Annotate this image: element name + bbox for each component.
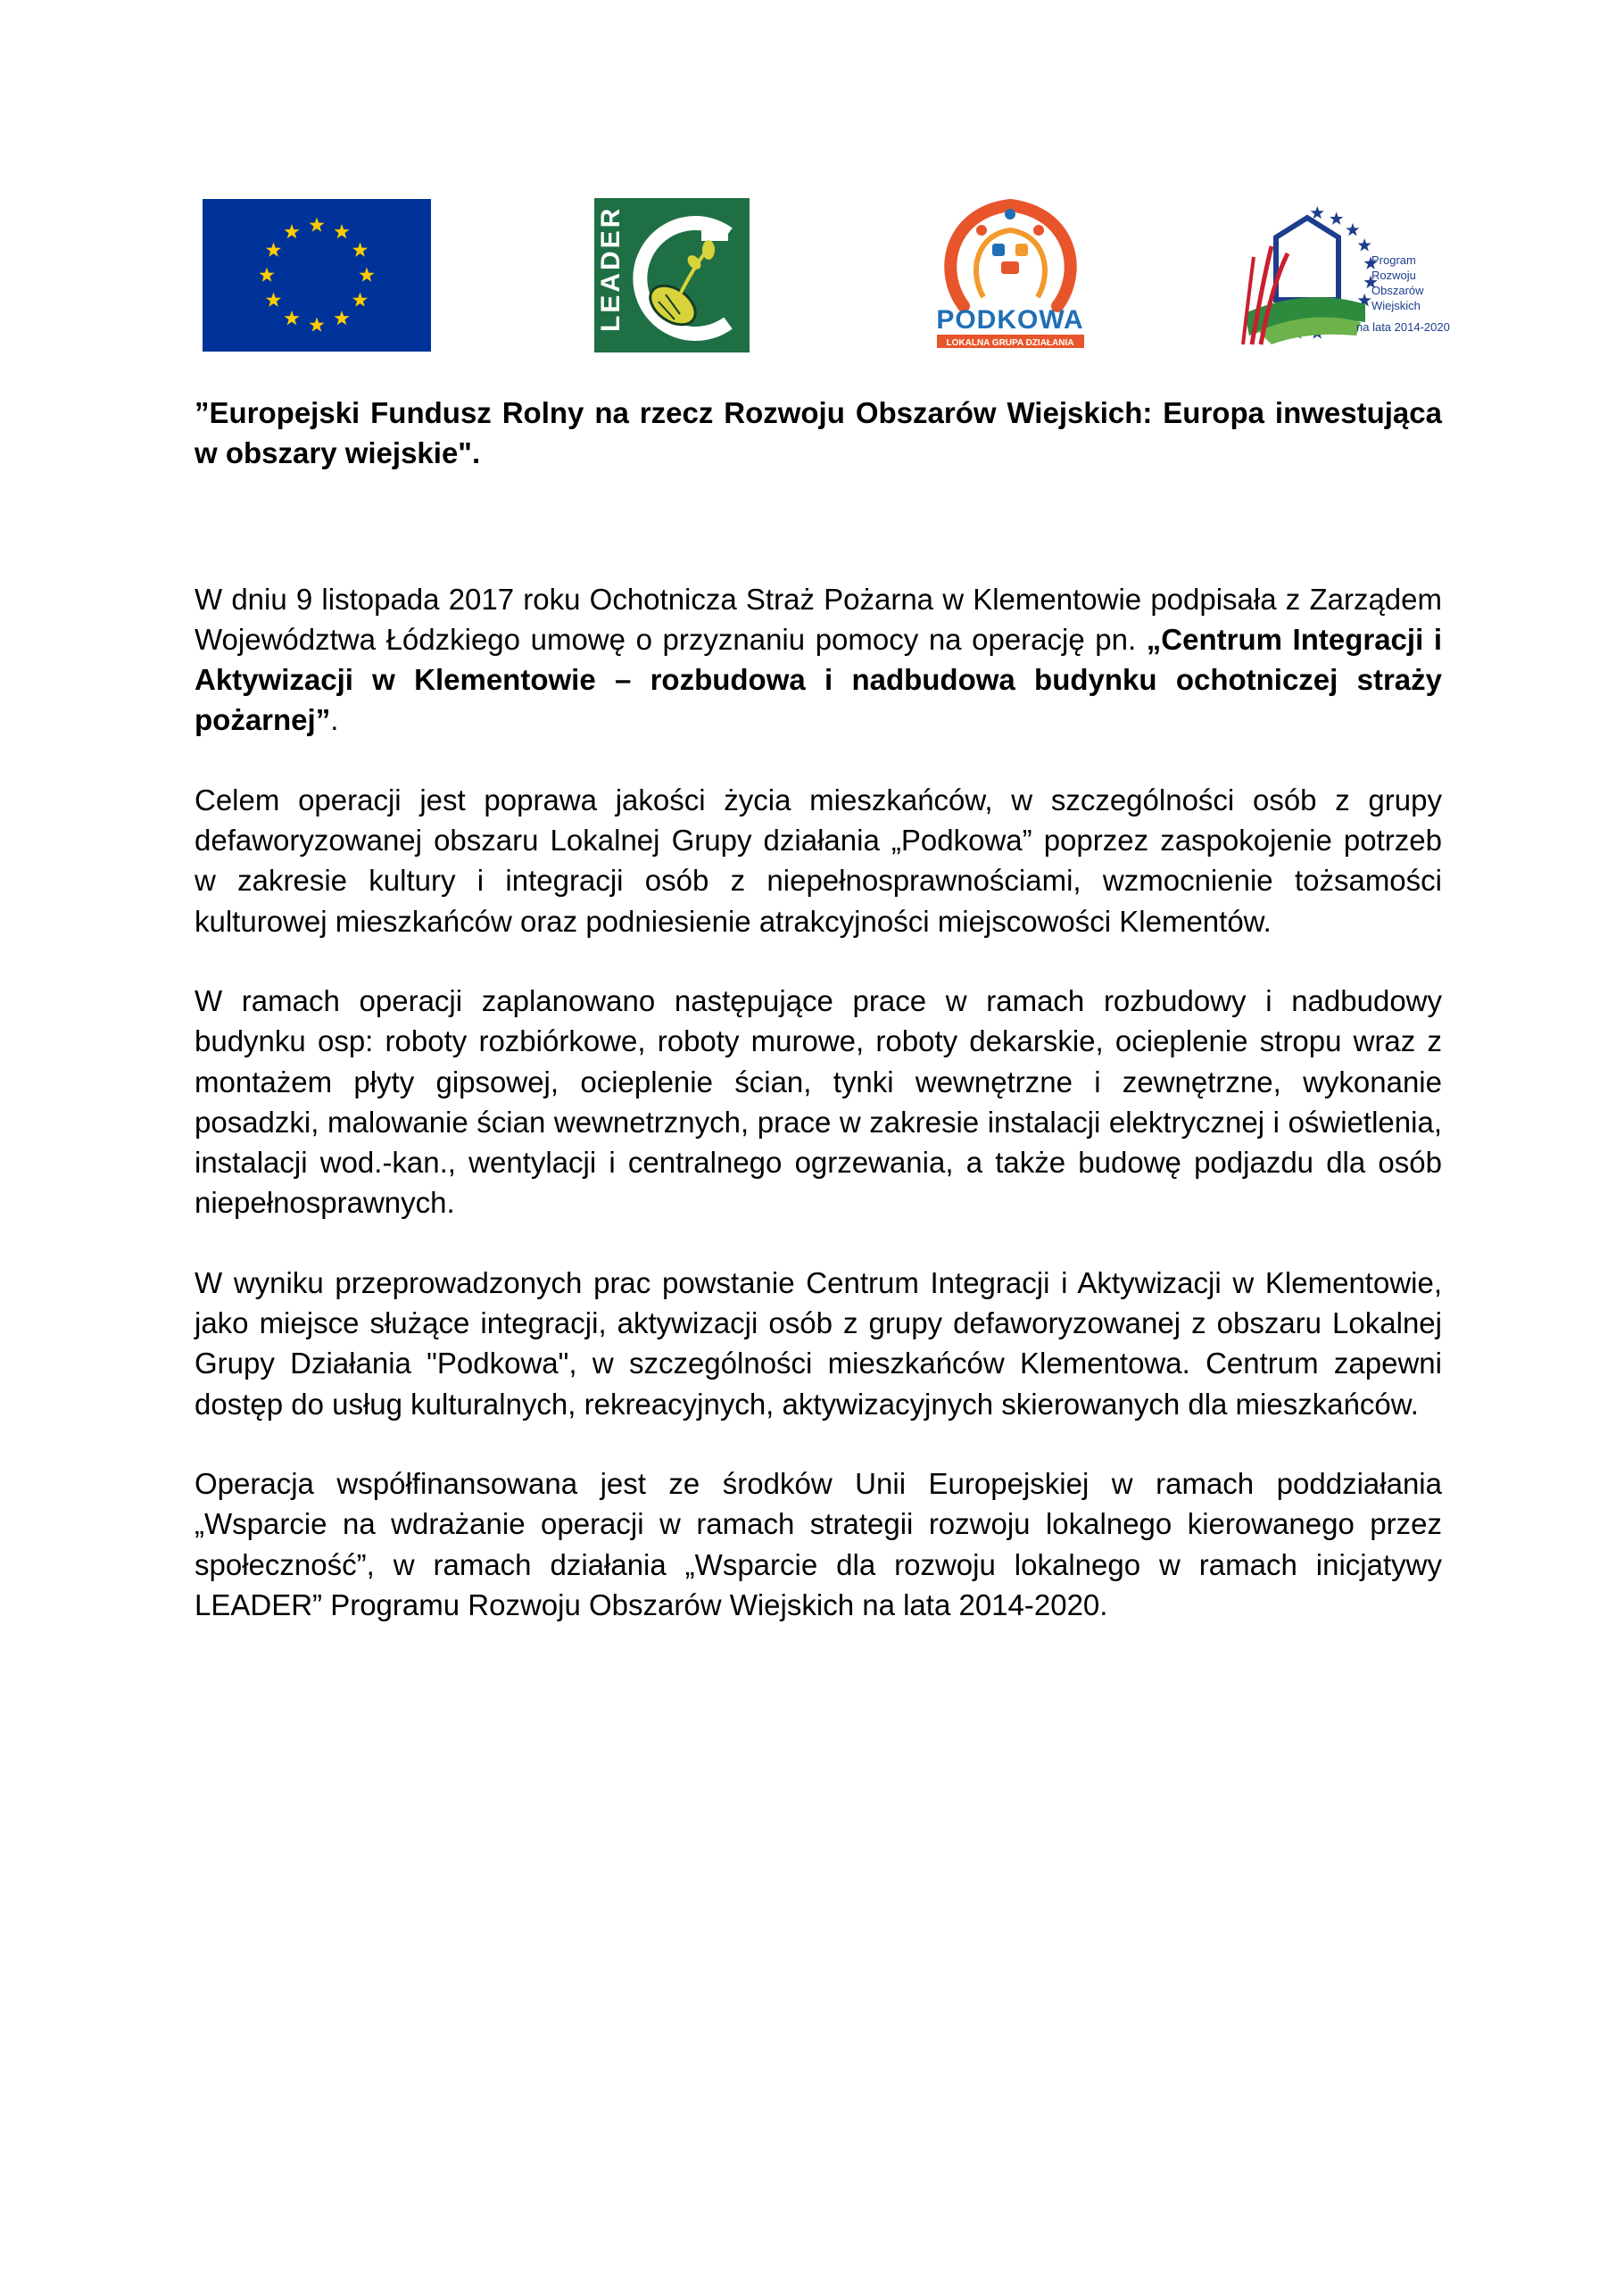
paragraph-agreement-start: W dniu 9 listopada 2017 roku Ochotnicza Straż Pożarna w Klementowie podpisała z Zarządem Województwa Łódzkiego umowę o przyznaniu pomocy na operację pn. — [195, 582, 1442, 656]
paragraph-agreement-end: . — [330, 703, 339, 737]
prow-text-line-3: Obszarów — [1371, 284, 1424, 297]
eu-flag-icon — [203, 199, 431, 352]
paragraph-funding: Operacja współfinansowana jest ze środków Unii Europejskiej w ramach poddziałania „Wsparcie na wdrażanie operacji w ramach strategii rozwoju lokalnego kierowanego przez społeczność”, w ramach działania „Wsparcie dla rozwoju lokalnego w ramach inicjatywy LEADER” Programu Rozwoju Obszarów Wiejskich na lata 2014-2020. — [195, 1466, 1442, 1621]
document-body — [195, 393, 1442, 1664]
prow-star-icon — [1311, 206, 1324, 219]
operation-name: „Centrum Integracji i Aktywizacji w Klementowie – rozbudowa i nadbudowa budynku ochotniczej straży pożarnej” — [195, 622, 1442, 737]
podkowa-logo-text: PODKOWA — [936, 305, 1084, 335]
prow-star-icon — [1346, 223, 1359, 236]
prow-star-icon — [1358, 238, 1371, 251]
document-heading: ”Europejski Fundusz Rolny na rzecz Rozwoju Obszarów Wiejskich: Europa inwestująca w obszary wiejskie". — [195, 396, 1442, 470]
paragraph-goal: Celem operacji jest poprawa jakości życia mieszkańców, w szczególności osób z grupy defaworyzowanej obszaru Lokalnej Grupy działania „Podkowa” poprzez zaspokojenie potrzeb w zakresie kultury i integracji osób z niepełnosprawnościami, wzmocnienie tożsamości kulturowej mieszkańców oraz podniesienie atrakcyjności miejscowości Klementów. — [195, 783, 1442, 938]
prow-text-line-4: Wiejskich — [1371, 299, 1421, 312]
prow-text-years: na lata 2014-2020 — [1356, 320, 1450, 334]
prow-logo — [1209, 202, 1450, 353]
paragraph-agreement — [195, 579, 1442, 741]
prow-icon — [1209, 202, 1450, 353]
prow-text-line-2: Rozwoju — [1371, 269, 1416, 282]
logo-bar — [0, 0, 1624, 375]
paragraph-result: W wyniku przeprowadzonych prac powstanie Centrum Integracji i Aktywizacji w Klementowie, jako miejsce służące integracji, aktywizacji osób z grupy defaworyzowanej z obszaru Lokalnej Grupy Działania "Podkowa", w szczególności mieszkańców Klementowa. Centrum zapewni dostęp do usług kulturalnych, rekreacyjnych, aktywizacyjnych skierowanych dla mieszkańców. — [195, 1265, 1442, 1421]
prow-text-line-1: Program — [1371, 253, 1416, 267]
eu-flag-logo — [203, 199, 431, 352]
paragraph-works: W ramach operacji zaplanowano następujące prace w ramach rozbudowy i nadbudowy budynku osp: roboty rozbiórkowe, roboty murowe, roboty dekarskie, ocieplenie stropu wraz z montażem płyty gipsowej, ocieplenie ścian, tynki wewnętrzne i zewnętrzne, wykonanie posadzki, malowanie ścian wewnetrznych, prace w zakresie instalacji elektrycznej i oświetlenia, instalacji wod.-kan., wentylacji i centralnego ogrzewania, a także budowę podjazdu dla osób niepełnosprawnych. — [195, 983, 1442, 1220]
leader-logo-text: LEADER — [596, 205, 626, 332]
leader-icon — [594, 198, 750, 352]
prow-star-icon — [1330, 211, 1343, 224]
leader-logo — [594, 198, 750, 352]
podkowa-logo-subtext: LOKALNA GRUPA DZIAŁANIA — [946, 338, 1074, 348]
podkowa-logo — [919, 195, 1102, 353]
podkowa-horseshoe-icon — [919, 195, 1102, 353]
